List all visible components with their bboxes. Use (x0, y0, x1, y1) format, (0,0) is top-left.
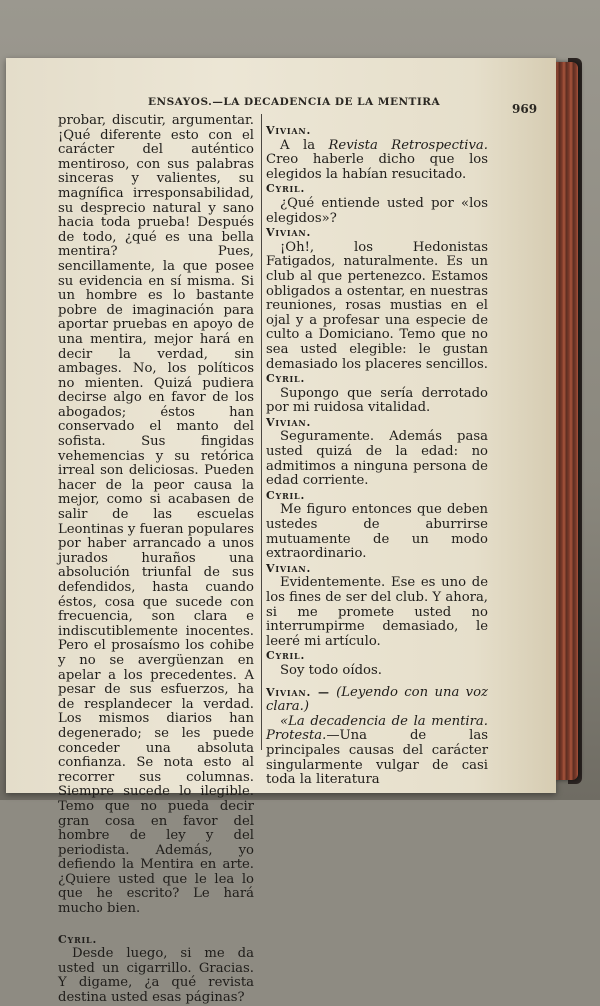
speaker-label: Vivian. (266, 561, 312, 575)
essay-title: «La decadencia de la mentira. Protesta. (266, 713, 488, 744)
speaker-label: Cyril. (266, 372, 306, 386)
essay-text: —Una de las principales causas del carácter singularmente vulgar de casi toda la literatura (266, 728, 488, 788)
left-column (58, 114, 254, 1006)
speech-text-part: Creo haberle dicho que los elegidos la habían resucitado. (266, 152, 488, 182)
speech-text: ¡Oh!, los Hedonistas Fatigados, naturalmente. Es un club al que pertenezco. Estamos obligados a ostentar, en nuestras reuniones, rosas mustias en el ojal y a profesar una especie de culto a Domiciano. Temo que no sea usted elegible: le gustan demasiado los placeres sencillos. (266, 239, 488, 372)
stage-direction: (Leyendo con una voz clara.) (266, 684, 488, 715)
speech-text: ¿Qué entiende usted por «los elegidos»? (266, 195, 488, 226)
speaker-label: Vivian. — (266, 685, 330, 699)
speech-text (266, 686, 488, 715)
speaker-label: Vivian. (266, 415, 312, 429)
speech-text: Desde luego, si me da usted un cigarrillo. Gracias. Y digame, ¿a qué revista destina usted esas páginas? (58, 946, 254, 1006)
speaker-label: Cyril. (58, 932, 98, 946)
body-paragraph: probar, discutir, argumentar. ¡Qué diferente esto con el carácter del auténtico mentiroso, con sus palabras sinceras y valientes, su magnífica irresponsabilidad, su desprecio natural y sano hacia toda prueba! Después de todo, ¿qué es una bella mentira? Pues, sencillamente, la que posee su evidencia en sí misma. Si un hombre es lo bastante pobre de imaginación para aportar pruebas en apoyo de una mentira, mejor hará en decir la verdad, sin ambages. No, los políticos no mienten. Quizá pudiera decirse algo en favor de los abogados; éstos han conservado el manto del sofista. Sus fingidas vehemencias y su retórica irreal son deliciosas. Pueden hacer de la peor causa la mejor, como si acabasen de salir de las escuelas Leontinas y fueran populares por haber arrancado a unos jurados huraños una absolución triunfal de sus defendidos, hasta cuando éstos, cosa que sucede con frecuencia, son clara e indiscutiblemente inocentes. Pero el prosaísmo los cohibe y no se avergüenzan en apelar a los precedentes. A pesar de sus esfuerzos, ha de resplandecer la verdad. Los mismos diarios han degenerado; se les puede conceder una absoluta confianza. Se nota esto al recorrer sus columnas. Siempre sucede lo ilegible. Temo que no pueda decir gran cosa en favor del hombre de ley y del periodista. Además, yo defiendo la Mentira en arte. ¿Quiere usted que le lea lo que he escrito? Le hará mucho bien. (58, 113, 254, 917)
page-number: 969 (512, 102, 538, 116)
running-title: ENSAYOS.—LA DECADENCIA DE LA MENTIRA (148, 96, 441, 108)
speech-text-part: A la (280, 137, 329, 153)
speaker-label: Vivian. (266, 226, 312, 240)
speaker-label: Cyril. (266, 649, 306, 663)
speaker-label: Cyril. (266, 488, 306, 502)
speech-text: Supongo que sería derrotado por mi ruidosa vitalidad. (266, 385, 488, 416)
journal-title: Revista Retrospectiva. (328, 137, 488, 153)
speech-text: Seguramente. Además pasa usted quizá de la edad: no admitimos a ninguna persona de edad corriente. (266, 429, 488, 489)
speaker-label: Cyril. (266, 182, 306, 196)
right-column (266, 124, 488, 788)
speech-text: Soy todo oídos. (280, 662, 382, 678)
speech-text: Evidentemente. Ese es uno de los fines de ser del club. Y ahora, si me promete usted no interrumpirme demasiado, le leeré mi artículo. (266, 575, 488, 649)
speaker-label: Vivian. (266, 124, 312, 137)
column-divider (261, 114, 262, 750)
speech-text (266, 139, 488, 183)
speech-text: Me figuro entonces que deben ustedes de aburrirse mutuamente de un modo extraordinario. (266, 502, 488, 562)
reading-text (266, 715, 488, 788)
